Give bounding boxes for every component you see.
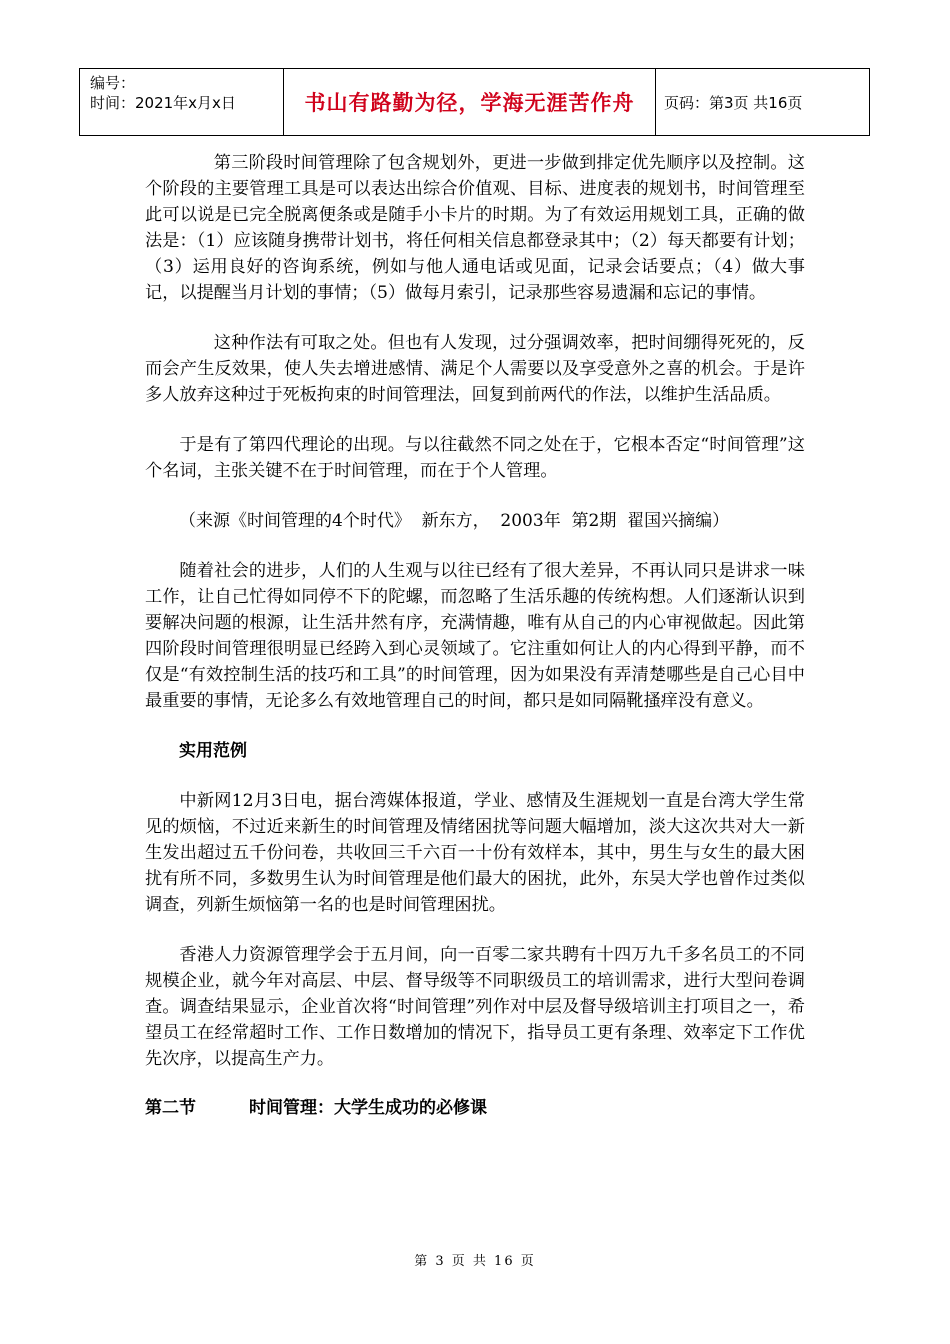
page-header <box>79 68 870 136</box>
document-body <box>145 150 805 1121</box>
paragraph-criticism: 这种作法有可取之处。但也有人发现，过分强调效率，把时间绷得死死的，反而会产生反效果，使人失去增进感情、满足个人需要以及享受意外之喜的机会。于是许多人放弃这种过于死板拘束的时间管理法，回复到前两代的作法，以维护生活品质。 <box>145 333 805 405</box>
paragraph-stage-three: 第三阶段时间管理除了包含规划外，更进一步做到排定优先顺序以及控制。这个阶段的主要管理工具是可以表达出综合价值观、目标、进度表的规划书，时间管理至此可以说是已完全脱离便条或是随手小卡片的时期。为了有效运用规划工具，正确的做法是：（1）应该随身携带计划书，将任何相关信息都登录其中；（2）每天都要有计划；（3）运用良好的咨询系统，例如与他人通电话或见面，记录会话要点；（4）做大事记，以提醒当月计划的事情；（5）做每月索引，记录那些容易遗漏和忘记的事情。 <box>145 153 805 303</box>
header-meta-cell <box>80 69 284 135</box>
paragraph-hongkong-survey: 香港人力资源管理学会于五月间，向一百零二家共聘有十四万九千多名员工的不同规模企业，就今年对高层、中层、督导级等不同职级员工的培训需求，进行大型问卷调查。调查结果显示，企业首次将“时间管理”列作对中层及督导级培训主打项目之一，希望员工在经常超时工作、工作日数增加的情况下，指导员工更有条理、效率定下工作优先次序，以提高生产力。 <box>145 945 805 1069</box>
section-heading <box>145 1095 805 1121</box>
header-page-label: 页码：第3页 共16页 <box>664 93 803 112</box>
header-code-label: 编号： <box>90 74 136 92</box>
section-title: 时间管理：大学生成功的必修课 <box>249 1098 487 1118</box>
subheading-examples: 实用范例 <box>179 741 247 761</box>
paragraph-taiwan-survey: 中新网12月3日电，据台湾媒体报道，学业、感情及生涯规划一直是台湾大学生常见的烦恼，不过近来新生的时间管理及情绪困扰等问题大幅增加，淡大这次共对大一新生发出超过五千份问卷，共收回三千六百一十份有效样本，其中，男生与女生的最大困扰有所不同，多数男生认为时间管理是他们最大的困扰，此外，东吴大学也曾作过类似调查，列新生烦恼第一名的也是时间管理困扰。 <box>145 791 805 915</box>
page-footer: 第 3 页 共 16 页 <box>414 1254 536 1269</box>
header-motto: 书山有路勤为径，学海无涯苦作舟 <box>284 69 656 135</box>
source-note: （来源《时间管理的4个时代》 新东方， 2003年 第2期 翟国兴摘编） <box>179 511 730 531</box>
paragraph-social-progress: 随着社会的进步，人们的人生观与以往已经有了很大差异，不再认同只是讲求一味工作，让自己忙得如同停不下的陀螺，而忽略了生活乐趣的传统构想。人们逐渐认识到要解决问题的根源，让生活井然有序，充满情趣，唯有从自己的内心审视做起。因此第四阶段时间管理很明显已经跨入到心灵领域了。它注重如何让人的内心得到平静，而不仅是“有效控制生活的技巧和工具”的时间管理，因为如果没有弄清楚哪些是自己心目中最重要的事情，无论多么有效地管理自己的时间，都只是如同隔靴搔痒没有意义。 <box>145 561 805 711</box>
header-time-label: 时间：2021年x月x日 <box>90 94 236 112</box>
section-number: 第二节 <box>145 1098 196 1118</box>
paragraph-fourth-generation: 于是有了第四代理论的出现。与以往截然不同之处在于，它根本否定“时间管理”这个名词，主张关键不在于时间管理，而在于个人管理。 <box>145 435 805 481</box>
